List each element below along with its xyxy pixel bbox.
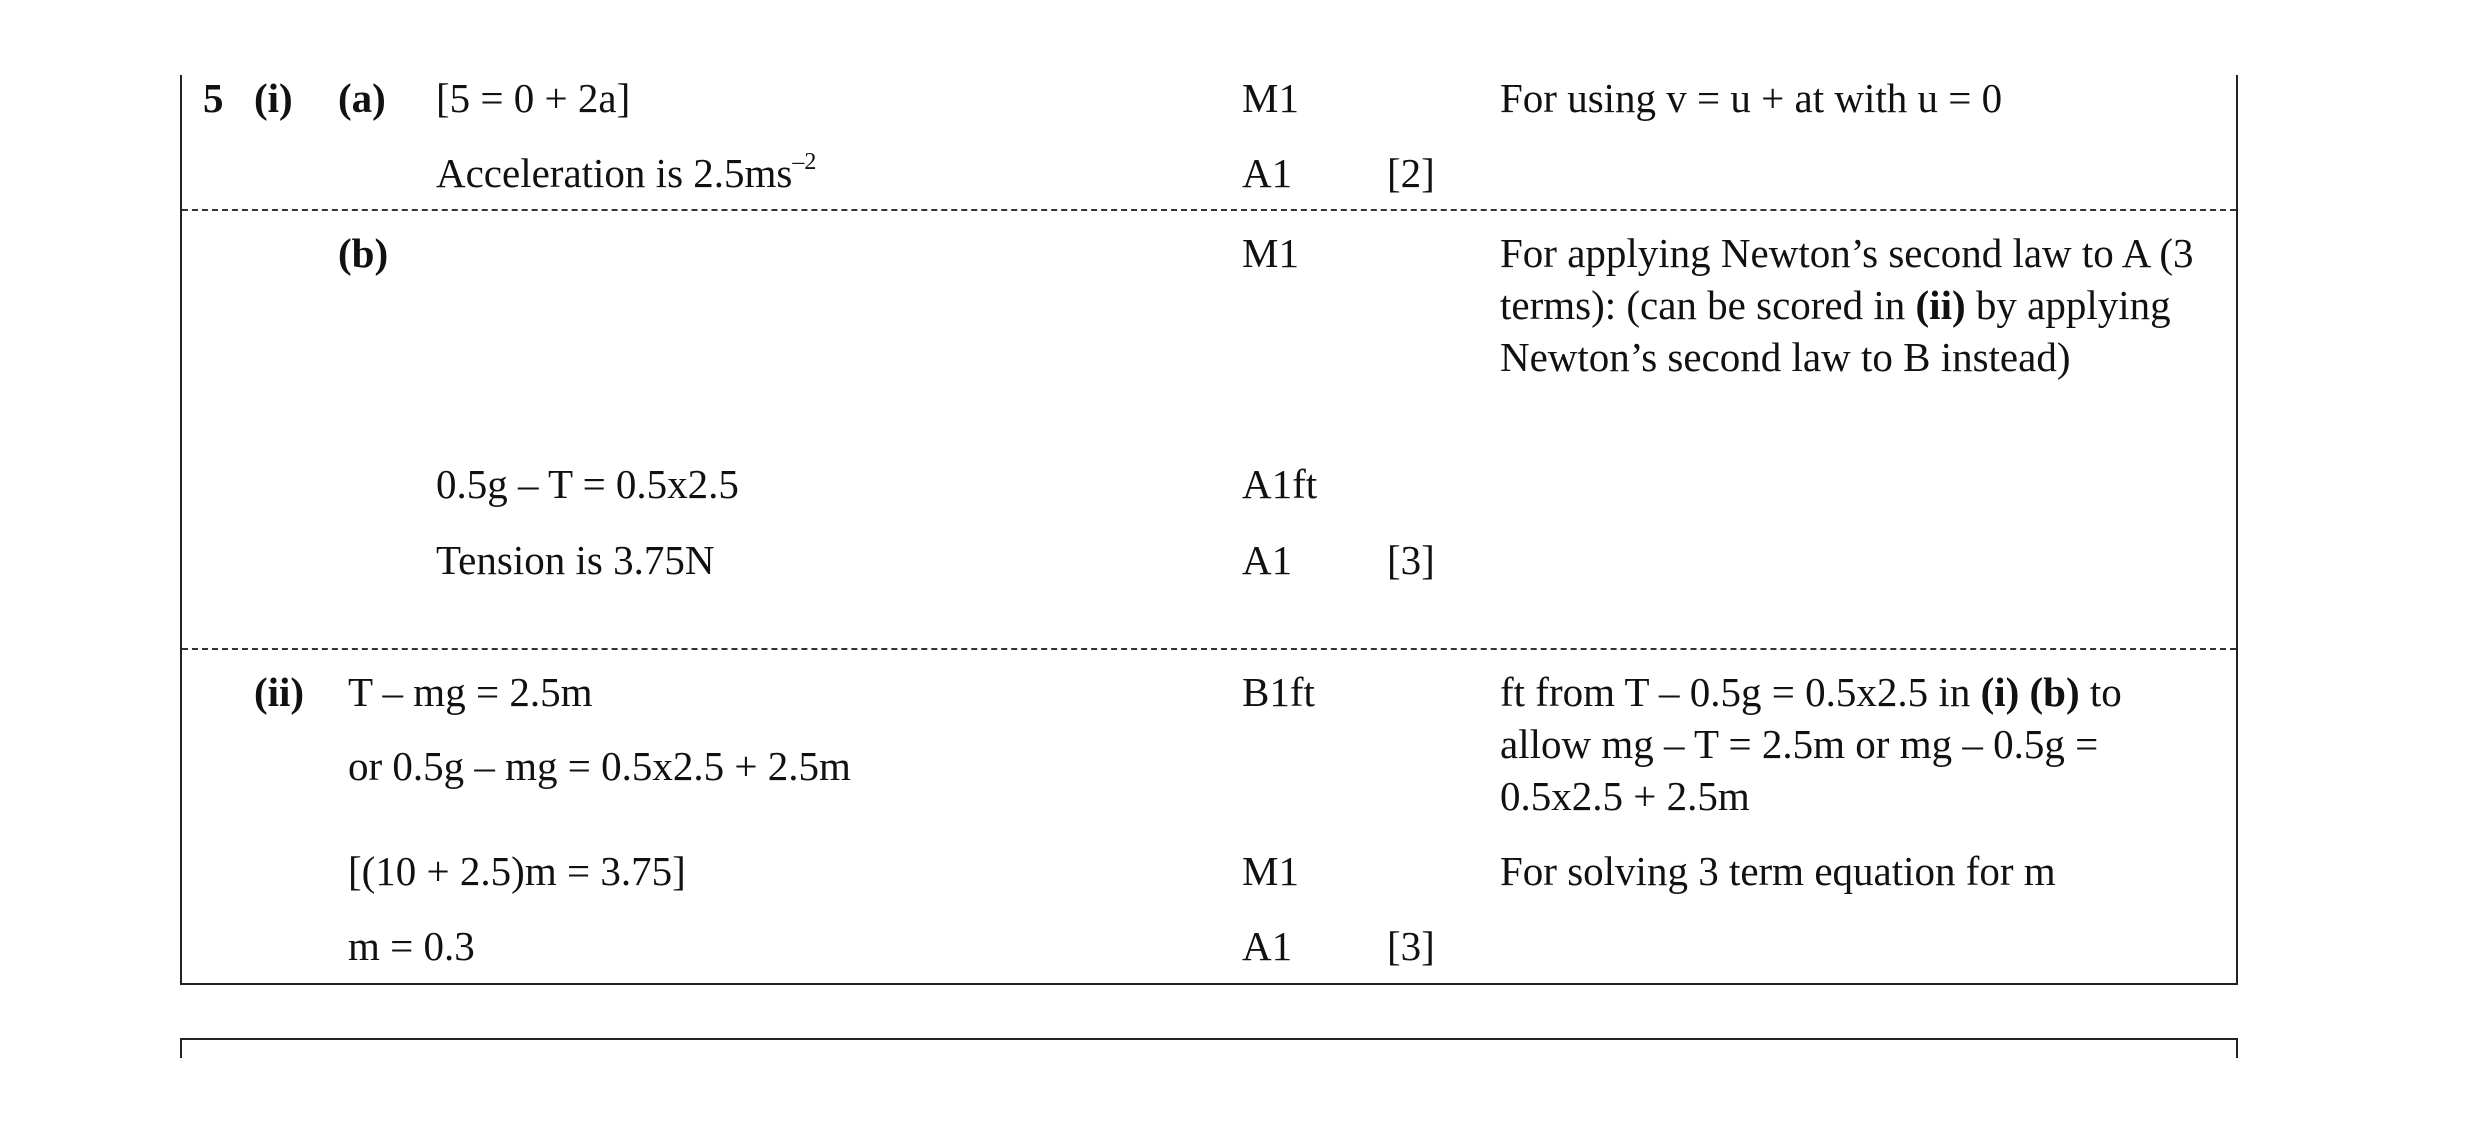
ii-guidance-note: [1500, 666, 2200, 822]
b-note-bold: (ii): [1915, 282, 1966, 328]
b-answer-line: Tension is 3.75N: [436, 537, 715, 583]
part-ii-label: (ii): [254, 669, 305, 715]
ii-equation-line-1: T – mg = 2.5m: [348, 669, 593, 715]
ii-note-bold-2: (b): [2029, 669, 2080, 715]
a-mark-2: A1: [1242, 150, 1293, 196]
a-answer-line: [436, 147, 816, 199]
ii-equation-line-2: or 0.5g – mg = 0.5x2.5 + 2.5m: [348, 743, 851, 789]
next-table-top-border: [180, 1038, 2238, 1040]
a-answer-text: Acceleration is 2.5ms: [436, 150, 793, 196]
table-right-border: [2236, 75, 2238, 985]
question-number: 5: [203, 75, 224, 121]
ii-mark-2: M1: [1242, 848, 1299, 894]
a-working-line: [5 = 0 + 2a]: [436, 75, 631, 121]
a-guidance-note: For using v = u + at with u = 0: [1500, 75, 2003, 121]
b-mark-2: A1ft: [1242, 461, 1318, 507]
part-a-label: (a): [338, 75, 386, 121]
ii-note-text-2: to allow mg – T = 2.5m or mg – 0.5g = 0.5x2.5 + 2.5m: [1500, 669, 2122, 819]
b-note-text-2: by applying Newton’s second law to B instead): [1500, 282, 2171, 380]
ii-note-bold-1: (i): [1980, 669, 2020, 715]
b-equation-line: 0.5g – T = 0.5x2.5: [436, 461, 739, 507]
ii-mark-1: B1ft: [1242, 669, 1315, 715]
b-total-marks: [3]: [1387, 537, 1435, 583]
next-table-left-border: [180, 1038, 182, 1058]
a-total-marks: [2]: [1387, 150, 1435, 196]
part-b-label: (b): [338, 230, 389, 276]
part-i-label: (i): [254, 75, 293, 121]
b-guidance-note: [1500, 227, 2200, 383]
ii-working-line: [(10 + 2.5)m = 3.75]: [348, 848, 686, 894]
b-mark-3: A1: [1242, 537, 1293, 583]
divider-b-ii: [182, 648, 2236, 650]
table-left-border: [180, 75, 182, 985]
b-mark-1: M1: [1242, 230, 1299, 276]
divider-a-b: [182, 209, 2236, 211]
a-answer-exponent: –2: [792, 149, 817, 175]
table-bottom-border: [180, 983, 2238, 985]
ii-note-space: [2019, 669, 2029, 715]
ii-mark-3: A1: [1242, 923, 1293, 969]
ii-note-text-1: ft from T – 0.5g = 0.5x2.5 in: [1500, 669, 1981, 715]
ii-guidance-note-2: For solving 3 term equation for m: [1500, 848, 2056, 894]
next-table-right-border: [2236, 1038, 2238, 1058]
ii-total-marks: [3]: [1387, 923, 1435, 969]
a-mark-1: M1: [1242, 75, 1299, 121]
b-note-text-1: For applying Newton’s second law to A (3 terms): (can be scored in: [1500, 230, 2194, 328]
ii-answer-line: m = 0.3: [348, 923, 475, 969]
